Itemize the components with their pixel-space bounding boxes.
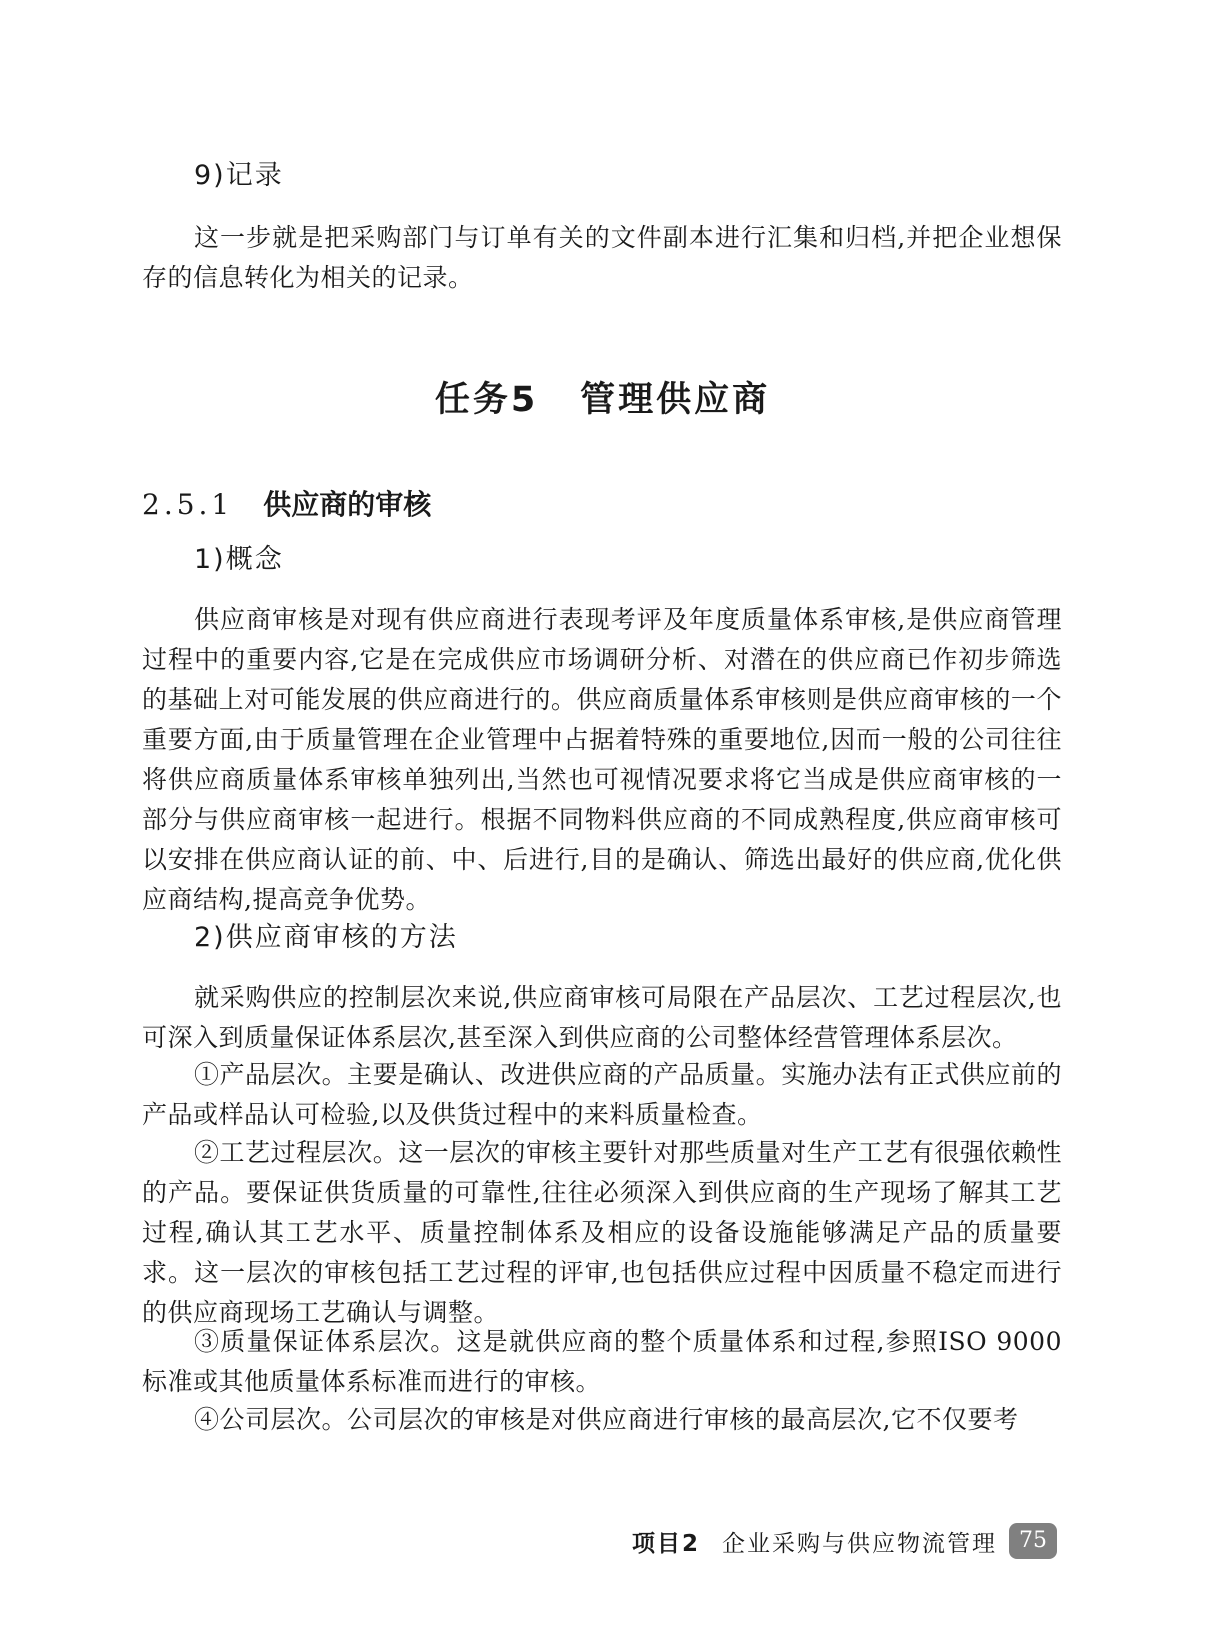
record-heading: 9)记录 (194, 160, 284, 191)
method-item-2: ②工艺过程层次。这一层次的审核主要针对那些质量对生产工艺有很强依赖性的产品。要保证供货质量的可靠性,往往必须深入到供应商的生产现场了解其工艺过程,确认其工艺水平、质量控制体系及相应的设备设施能够满足产品的质量要求。这一层次的审核包括工艺过程的评审,也包括供应过程中因质量不稳定而进行的供应商现场工艺确认与调整。 (142, 1138, 1062, 1327)
section-heading (142, 483, 431, 523)
section-number: 2.5.1 (142, 488, 234, 521)
page-number-badge: 75 (1009, 1523, 1057, 1559)
task-title (0, 372, 1205, 422)
task-label: 任务5 (434, 380, 539, 420)
page-footer (632, 1521, 1057, 1561)
method-item-3: ③质量保证体系层次。这是就供应商的整个质量体系和过程,参照ISO 9000标准或其他质量体系标准而进行的审核。 (142, 1327, 1062, 1396)
concept-paragraph: 供应商审核是对现有供应商进行表现考评及年度质量体系审核,是供应商管理过程中的重要内容,它是在完成供应市场调研分析、对潜在的供应商已作初步筛选的基础上对可能发展的供应商进行的。供应商质量体系审核则是供应商审核的一个重要方面,由于质量管理在企业管理中占据着特殊的重要地位,因而一般的公司往往将供应商质量体系审核单独列出,当然也可视情况要求将它当成是供应商审核的一部分与供应商审核一起进行。根据不同物料供应商的不同成熟程度,供应商审核可以安排在供应商认证的前、中、后进行,目的是确认、筛选出最好的供应商,优化供应商结构,提高竞争优势。 (142, 605, 1062, 914)
record-paragraph: 这一步就是把采购部门与订单有关的文件副本进行汇集和归档,并把企业想保存的信息转化为相关的记录。 (142, 223, 1062, 292)
task-name: 管理供应商 (580, 380, 771, 420)
method-heading: 2)供应商审核的方法 (194, 922, 458, 953)
footer-project: 项目2 (631, 1530, 700, 1557)
method-intro-paragraph: 就采购供应的控制层次来说,供应商审核可局限在产品层次、工艺过程层次,也可深入到质量保证体系层次,甚至深入到供应商的公司整体经营管理体系层次。 (142, 983, 1062, 1052)
method-item-4: ④公司层次。公司层次的审核是对供应商进行审核的最高层次,它不仅要考 (194, 1405, 1019, 1434)
method-item-1: ①产品层次。主要是确认、改进供应商的产品质量。实施办法有正式供应前的产品或样品认可检验,以及供货过程中的来料质量检查。 (142, 1060, 1062, 1129)
concept-heading: 1)概念 (194, 544, 284, 575)
section-title: 供应商的审核 (263, 488, 432, 521)
footer-book-title: 企业采购与供应物流管理 (722, 1530, 997, 1557)
